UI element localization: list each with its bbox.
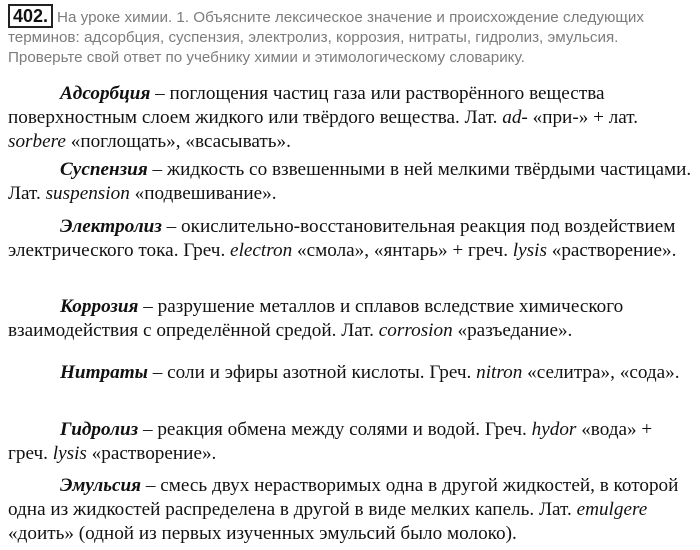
task-number: 402. xyxy=(8,4,53,28)
etymon: corrosion xyxy=(378,320,453,341)
etymon: suspension xyxy=(45,183,130,204)
etymon: lysis xyxy=(52,443,87,464)
term: Эмульсия xyxy=(60,475,142,496)
entry-electrolysis: Электролиз – окислительно-восстановительная реакция под воздействием электрического тока. Греч. electron «смола», «янтарь» + греч. lysis «растворение». xyxy=(8,216,677,261)
entry-adsorption: Адсорбция – поглощения частиц газа или растворённого вещества поверхностным слоем жидкого или твёрдого вещества. Лат. ad- «при-» + лат. sorbere «поглощать», «всасывать». xyxy=(8,83,639,152)
term: Электролиз xyxy=(60,216,162,237)
task-text: На уроке химии. 1. Объясните лексическое значение и происхождение следующих терминов: адсорбция, суспензия, электролиз, коррозия, нитраты, гидролиз, эмульсия. Проверьте свой ответ по учебнику химии и этимологическому словарику. xyxy=(8,9,644,66)
etymon: ad- xyxy=(502,107,528,128)
term: Коррозия xyxy=(60,296,139,317)
term: Адсорбция xyxy=(60,83,151,104)
etymon: sorbere xyxy=(8,131,66,152)
task-statement xyxy=(8,4,694,67)
term: Нитраты xyxy=(60,362,148,383)
term: Гидролиз xyxy=(60,419,139,440)
etymon: nitron xyxy=(476,362,523,383)
etymon: hydor xyxy=(531,419,577,440)
term: Суспензия xyxy=(60,159,148,180)
entry-emulsion: Эмульсия – смесь двух нерастворимых одна в другой жидкостей, в которой одна из жидкостей распределена в другой в виде мелких капель. Лат. emulgere «доить» (одной из первых изученных эмульсий было молоко). xyxy=(8,475,679,544)
etymon: electron xyxy=(230,240,293,261)
entry-corrosion: Коррозия – разрушение металлов и сплавов вследствие химического взаимодействия с определённой средой. Лат. corrosion «разъедание». xyxy=(8,296,624,341)
etymon: emulgere xyxy=(576,499,648,520)
entry-suspension: Суспензия – жидкость со взвешенными в ней мелкими твёрдыми частицами. Лат. suspension «подвешивание». xyxy=(8,159,692,204)
entry-hydrolysis: Гидролиз – реакция обмена между солями и водой. Греч. hydor «вода» + греч. lysis «растворение». xyxy=(8,419,653,464)
etymon: lysis xyxy=(512,240,547,261)
entry-nitrates: Нитраты – соли и эфиры азотной кислоты. Греч. nitron «селитра», «сода». xyxy=(60,362,680,383)
